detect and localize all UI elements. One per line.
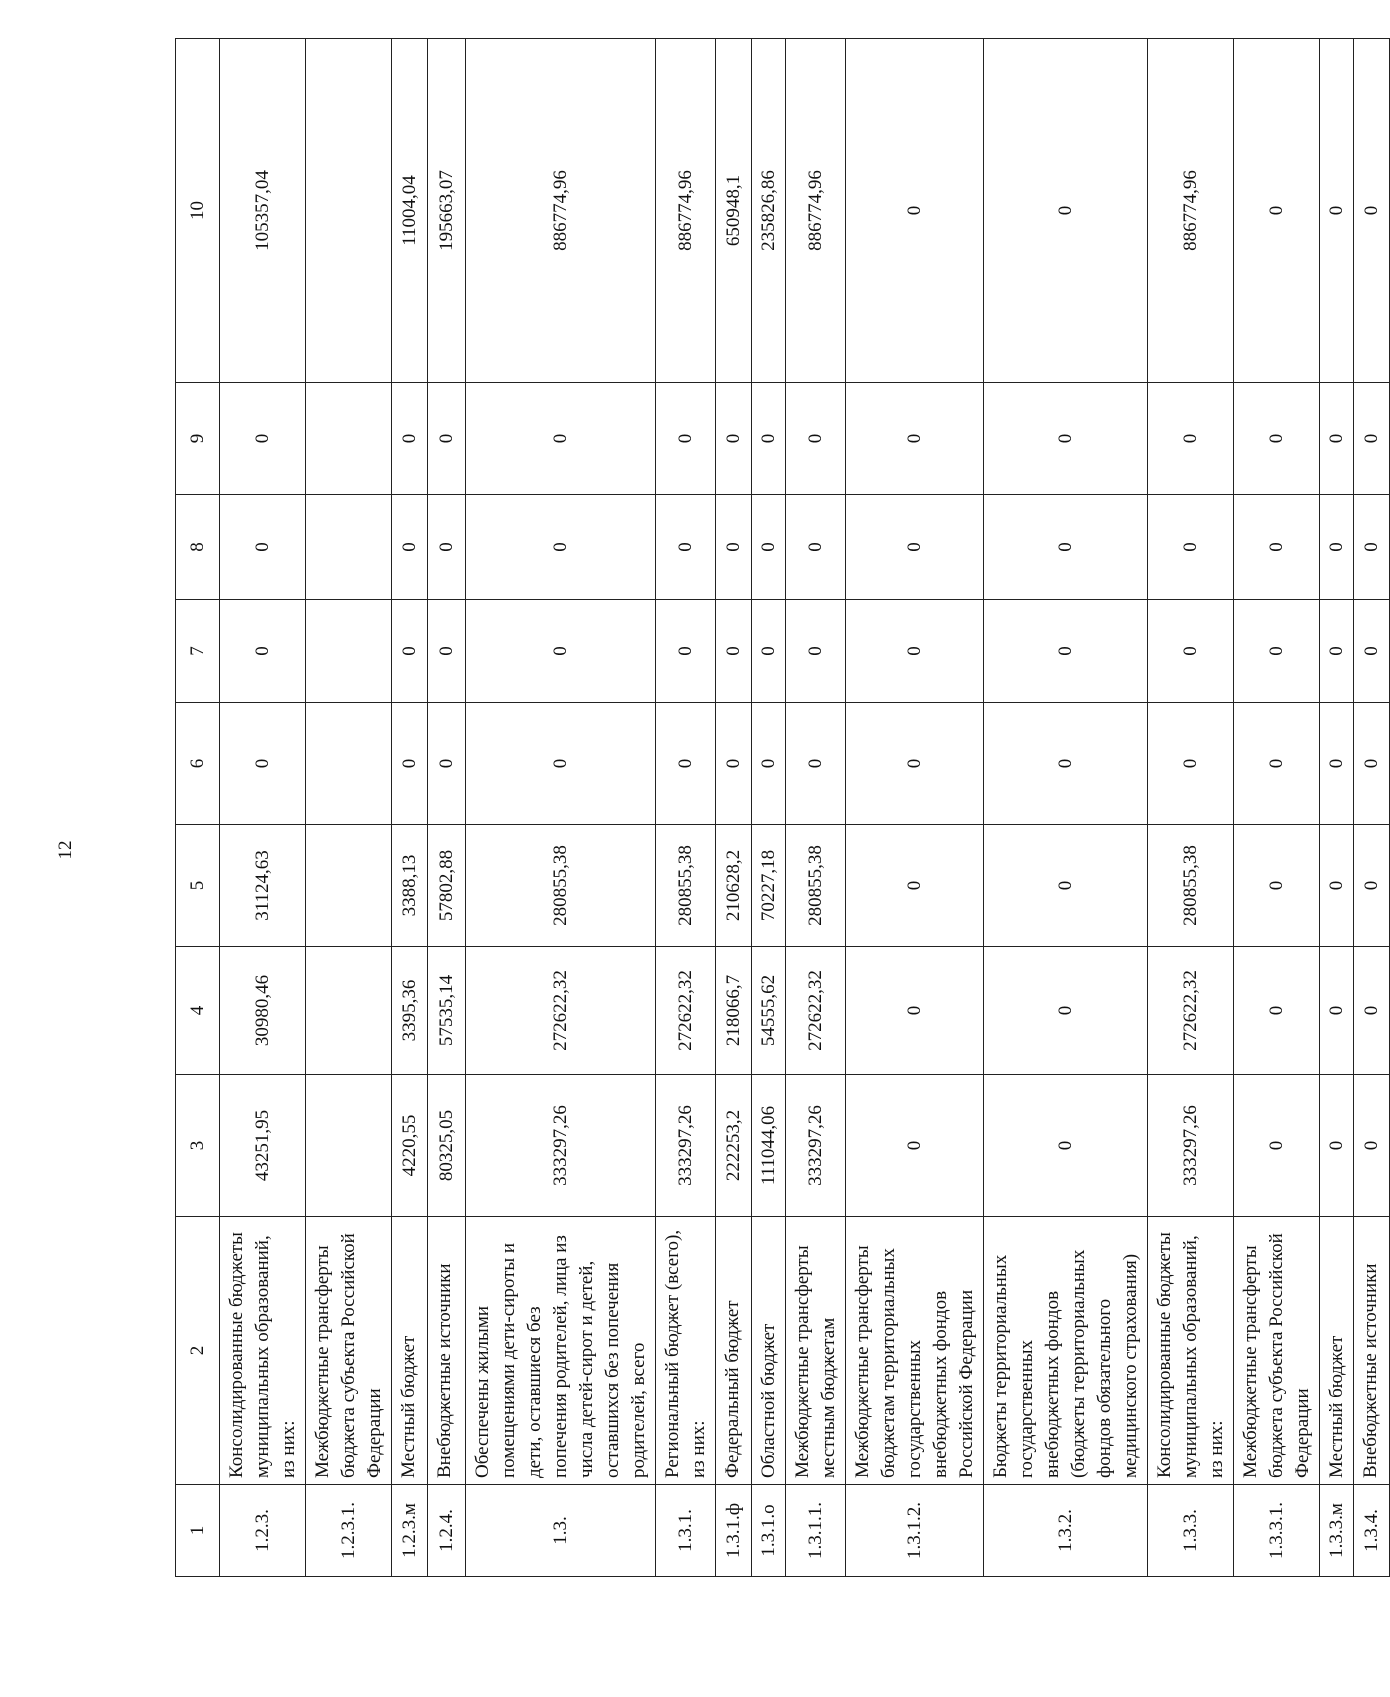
table-body (176, 39, 1390, 1577)
value-c7: 0 (752, 600, 786, 703)
value-c3: 333297,26 (1148, 1075, 1234, 1217)
value-c3: 333297,26 (466, 1075, 656, 1217)
row-code: 1.3.1.ф (716, 1485, 752, 1577)
row-code: 1.2.3.м (392, 1485, 428, 1577)
value-c3: 333297,26 (786, 1075, 846, 1217)
value-c10: 886774,96 (656, 39, 716, 383)
value-c9: 0 (656, 383, 716, 495)
value-c10: 0 (984, 39, 1148, 383)
value-c6: 0 (984, 703, 1148, 825)
value-c8: 0 (428, 495, 466, 600)
table-row (846, 39, 984, 1577)
value-c9: 0 (428, 383, 466, 495)
value-c10: 195663,07 (428, 39, 466, 383)
value-c4: 272622,32 (786, 947, 846, 1075)
value-c5: 0 (1234, 825, 1320, 947)
row-code: 1.3.2. (984, 1485, 1148, 1577)
value-c6: 0 (846, 703, 984, 825)
row-name: Консолидированные бюджеты муниципальных образований, из них: (1148, 1217, 1234, 1485)
value-c9: 0 (752, 383, 786, 495)
row-code: 1.3.1.2. (846, 1485, 984, 1577)
value-c10: 0 (1234, 39, 1320, 383)
column-header: 4 (176, 947, 220, 1075)
value-c8: 0 (656, 495, 716, 600)
column-header: 6 (176, 703, 220, 825)
row-code: 1.3.4. (1354, 1485, 1390, 1577)
value-c5: 3388,13 (392, 825, 428, 947)
row-code: 1.2.4. (428, 1485, 466, 1577)
value-c6: 0 (752, 703, 786, 825)
table-row (716, 39, 752, 1577)
value-c4: 272622,32 (656, 947, 716, 1075)
row-code: 1.2.3.1. (306, 1485, 392, 1577)
value-c5: 0 (1354, 825, 1390, 947)
column-header: 3 (176, 1075, 220, 1217)
value-c7: 0 (1320, 600, 1354, 703)
row-code: 1.3.3.м (1320, 1485, 1354, 1577)
value-c10: 0 (846, 39, 984, 383)
value-c5: 57802,88 (428, 825, 466, 947)
row-name: Консолидированные бюджеты муниципальных образований, из них: (220, 1217, 306, 1485)
value-c9: 0 (1148, 383, 1234, 495)
value-c7: 0 (716, 600, 752, 703)
value-c7: 0 (220, 600, 306, 703)
value-c3: 333297,26 (656, 1075, 716, 1217)
value-c4: 30980,46 (220, 947, 306, 1075)
value-c9: 0 (1234, 383, 1320, 495)
header-row (176, 39, 220, 1577)
value-c4: 0 (846, 947, 984, 1075)
value-c5: 280855,38 (1148, 825, 1234, 947)
value-c3: 0 (1320, 1075, 1354, 1217)
value-c7: 0 (392, 600, 428, 703)
table-row (786, 39, 846, 1577)
value-c9 (306, 383, 392, 495)
value-c8: 0 (1320, 495, 1354, 600)
row-name: Обеспечены жилыми помещениями дети-сироты и дети, оставшиеся без попечения родителей, лица из числа детей-сирот и детей, оставшихся без попечения родителей, всего (466, 1217, 656, 1485)
table-row (752, 39, 786, 1577)
value-c10: 235826,86 (752, 39, 786, 383)
row-name: Федеральный бюджет (716, 1217, 752, 1485)
value-c4: 54555,62 (752, 947, 786, 1075)
value-c6: 0 (428, 703, 466, 825)
value-c8: 0 (220, 495, 306, 600)
value-c3: 4220,55 (392, 1075, 428, 1217)
value-c8: 0 (752, 495, 786, 600)
column-header: 2 (176, 1217, 220, 1485)
value-c7: 0 (1234, 600, 1320, 703)
value-c6: 0 (1234, 703, 1320, 825)
value-c10: 650948,1 (716, 39, 752, 383)
value-c10 (306, 39, 392, 383)
value-c4: 272622,32 (466, 947, 656, 1075)
row-code: 1.3. (466, 1485, 656, 1577)
value-c8 (306, 495, 392, 600)
row-name: Местный бюджет (1320, 1217, 1354, 1485)
value-c6: 0 (220, 703, 306, 825)
value-c8: 0 (1148, 495, 1234, 600)
value-c8: 0 (786, 495, 846, 600)
row-name: Внебюджетные источники (428, 1217, 466, 1485)
value-c3 (306, 1075, 392, 1217)
table-row (1354, 39, 1390, 1577)
value-c6: 0 (786, 703, 846, 825)
value-c6: 0 (1320, 703, 1354, 825)
value-c6: 0 (716, 703, 752, 825)
value-c7: 0 (1148, 600, 1234, 703)
table-row (220, 39, 306, 1577)
value-c6: 0 (1354, 703, 1390, 825)
value-c5: 280855,38 (466, 825, 656, 947)
table-row (656, 39, 716, 1577)
value-c7: 0 (984, 600, 1148, 703)
column-header: 1 (176, 1485, 220, 1577)
value-c5: 70227,18 (752, 825, 786, 947)
value-c6: 0 (1148, 703, 1234, 825)
value-c7: 0 (656, 600, 716, 703)
value-c4: 0 (984, 947, 1148, 1075)
table-row (984, 39, 1148, 1577)
row-name: Межбюджетные трансферты бюджета субъекта Российской Федерации (1234, 1217, 1320, 1485)
value-c5: 31124,63 (220, 825, 306, 947)
value-c8: 0 (984, 495, 1148, 600)
column-header: 10 (176, 39, 220, 383)
row-name: Межбюджетные трансферты местным бюджетам (786, 1217, 846, 1485)
value-c5: 280855,38 (786, 825, 846, 947)
value-c3: 0 (846, 1075, 984, 1217)
value-c9: 0 (392, 383, 428, 495)
row-name: Местный бюджет (392, 1217, 428, 1485)
row-code: 1.3.1. (656, 1485, 716, 1577)
value-c10: 0 (1320, 39, 1354, 383)
value-c4: 3395,36 (392, 947, 428, 1075)
value-c8: 0 (1234, 495, 1320, 600)
value-c3: 0 (1234, 1075, 1320, 1217)
row-name: Региональный бюджет (всего), из них: (656, 1217, 716, 1485)
table-row (1148, 39, 1234, 1577)
row-name: Внебюджетные источники (1354, 1217, 1390, 1485)
value-c9: 0 (1320, 383, 1354, 495)
value-c8: 0 (392, 495, 428, 600)
value-c3: 111044,06 (752, 1075, 786, 1217)
value-c7: 0 (428, 600, 466, 703)
row-name: Межбюджетные трансферты бюджета субъекта Российской Федерации (306, 1217, 392, 1485)
value-c3: 222253,2 (716, 1075, 752, 1217)
value-c3: 0 (1354, 1075, 1390, 1217)
value-c6: 0 (466, 703, 656, 825)
page-number: 12 (55, 840, 76, 860)
value-c10: 105357,04 (220, 39, 306, 383)
value-c5: 210628,2 (716, 825, 752, 947)
value-c5: 0 (984, 825, 1148, 947)
value-c5: 0 (846, 825, 984, 947)
value-c4: 218066,7 (716, 947, 752, 1075)
column-header: 7 (176, 600, 220, 703)
table-row (306, 39, 392, 1577)
value-c10: 0 (1354, 39, 1390, 383)
value-c8: 0 (1354, 495, 1390, 600)
value-c5 (306, 825, 392, 947)
value-c10: 886774,96 (786, 39, 846, 383)
row-name: Областной бюджет (752, 1217, 786, 1485)
value-c4: 0 (1234, 947, 1320, 1075)
row-code: 1.3.1.1. (786, 1485, 846, 1577)
value-c4: 272622,32 (1148, 947, 1234, 1075)
value-c9: 0 (846, 383, 984, 495)
row-code: 1.3.1.о (752, 1485, 786, 1577)
value-c3: 0 (984, 1075, 1148, 1217)
value-c6 (306, 703, 392, 825)
value-c7: 0 (1354, 600, 1390, 703)
value-c9: 0 (786, 383, 846, 495)
column-header: 8 (176, 495, 220, 600)
column-header: 9 (176, 383, 220, 495)
row-code: 1.3.3. (1148, 1485, 1234, 1577)
table-row (1234, 39, 1320, 1577)
value-c4 (306, 947, 392, 1075)
value-c9: 0 (220, 383, 306, 495)
value-c7: 0 (786, 600, 846, 703)
value-c6: 0 (392, 703, 428, 825)
budget-table (175, 38, 1390, 1577)
value-c6: 0 (656, 703, 716, 825)
value-c4: 0 (1320, 947, 1354, 1075)
row-name: Бюджеты территориальных государственных внебюджетных фондов (бюджеты территориальных фондов обязательного медицинского страхования) (984, 1217, 1148, 1485)
value-c3: 80325,05 (428, 1075, 466, 1217)
row-code: 1.2.3. (220, 1485, 306, 1577)
value-c8: 0 (716, 495, 752, 600)
value-c7: 0 (466, 600, 656, 703)
table-row (428, 39, 466, 1577)
table-row (1320, 39, 1354, 1577)
value-c9: 0 (1354, 383, 1390, 495)
value-c4: 57535,14 (428, 947, 466, 1075)
rotated-table-wrapper (175, 39, 1382, 1577)
value-c9: 0 (984, 383, 1148, 495)
row-code: 1.3.3.1. (1234, 1485, 1320, 1577)
column-header: 5 (176, 825, 220, 947)
value-c5: 0 (1320, 825, 1354, 947)
value-c8: 0 (846, 495, 984, 600)
value-c9: 0 (716, 383, 752, 495)
value-c8: 0 (466, 495, 656, 600)
value-c7 (306, 600, 392, 703)
value-c10: 886774,96 (466, 39, 656, 383)
value-c9: 0 (466, 383, 656, 495)
value-c4: 0 (1354, 947, 1390, 1075)
table-row (392, 39, 428, 1577)
value-c5: 280855,38 (656, 825, 716, 947)
table-row (466, 39, 656, 1577)
value-c3: 43251,95 (220, 1075, 306, 1217)
value-c7: 0 (846, 600, 984, 703)
value-c10: 886774,96 (1148, 39, 1234, 383)
row-name: Межбюджетные трансферты бюджетам территориальных государственных внебюджетных фондов Российской Федерации (846, 1217, 984, 1485)
value-c10: 11004,04 (392, 39, 428, 383)
